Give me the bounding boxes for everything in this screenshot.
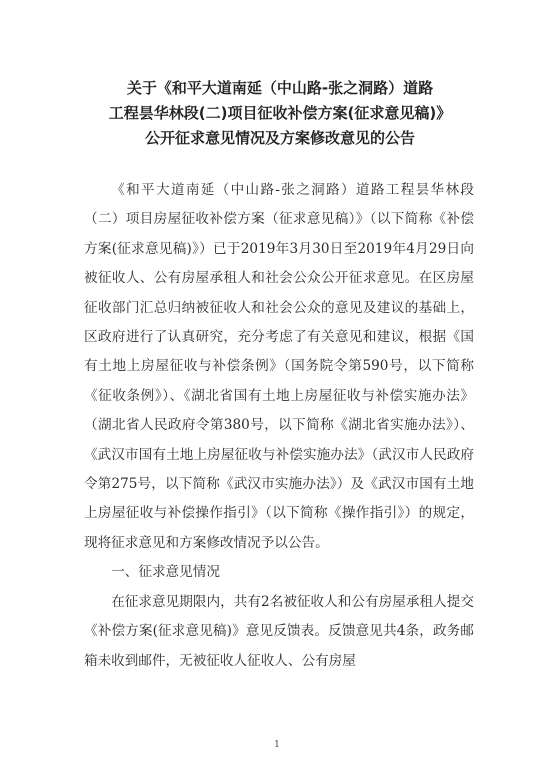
intro-paragraph: 《和平大道南延（中山路-张之洞路）道路工程昙华林段（二）项目房屋征收补偿方案（征求意见稿）》（以下简称《补偿方案(征求意见稿)》）已于2019年3月30日至2019年4月29日向被征收人、公有房屋承租人和社会公众公开征求意见。在区房屋征收部门汇总归纳被征收人和社会公众的意见及建议的基础上，区政府进行了认真研究，充分考虑了有关意见和建议，根据《国有土地上房屋征收与补偿条例》（国务院令第590号，以下简称《征收条例》）、《湖北省国有土地上房屋征收与补偿实施办法》（湖北省人民政府令第380号，以下简称《湖北省实施办法》）、《武汉市国有土地上房屋征收与补偿实施办法》（武汉市人民政府令第275号，以下简称《武汉市实施办法》）及《武汉市国有土地上房屋征收与补偿操作指引》（以下简称《操作指引》）的规定，现将征求意见和方案修改情况予以公告。 [84,182,474,551]
title-line-2: 工程昙华林段(二)项目征收补偿方案(征求意见稿)》 [108,104,452,122]
document-title [60,76,500,151]
section-heading-solicitation: 一、征求意见情况 [111,564,220,581]
title-line-1: 关于《和平大道南延（中山路-张之洞路）道路 [126,79,434,97]
title-line-3: 公开征求意见情况及方案修改意见的公告 [144,129,415,147]
document-body [84,176,474,676]
page-number: 1 [274,740,280,750]
solicitation-paragraph: 在征求意见期限内，共有2名被征收人和公有房屋承租人提交《补偿方案(征求意见稿)》意见反馈表。反馈意见共4条，政务邮箱未收到邮件，无被征收人征收人、公有房屋 [84,593,474,669]
